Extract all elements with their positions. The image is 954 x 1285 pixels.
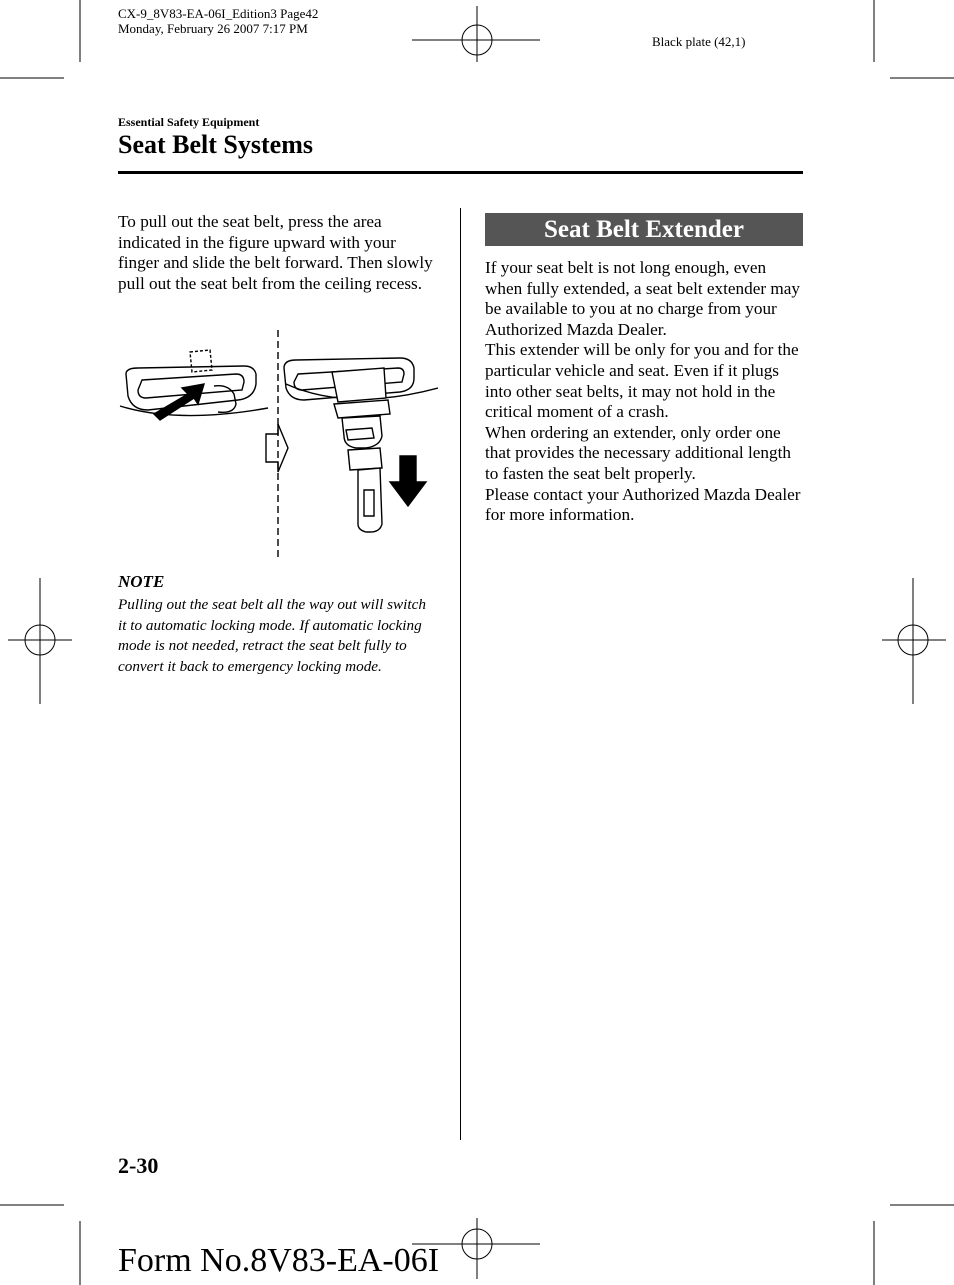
instruction-paragraph: To pull out the seat belt, press the area indicated in the figure upward with your finger and slide the belt forward. Then slowly pull out the seat belt from the ceiling recess. — [118, 212, 433, 293]
page-number: 2-30 — [118, 1153, 159, 1178]
title-rule — [118, 171, 803, 174]
extender-paragraph-2: This extender will be only for you and for the particular vehicle and seat. Even if it plugs into other seat belts, it may not hold in the critical moment of a crash. — [485, 340, 799, 422]
form-number: Form No.8V83-EA-06I — [118, 1242, 440, 1279]
extender-paragraph-1: If your seat belt is not long enough, even when fully extended, a seat belt extender may be available to you at no charge from your Authorized Mazda Dealer. — [485, 258, 800, 339]
extender-text — [485, 258, 805, 526]
section-label: Essential Safety Equipment — [118, 115, 260, 129]
extender-paragraph-4: Please contact your Authorized Mazda Dealer for more information. — [485, 484, 801, 525]
note-text: Pulling out the seat belt all the way out will switch it to automatic locking mode. If automatic locking mode is not needed, retract the seat belt fully to convert it back to emergency locking mode. — [118, 596, 426, 675]
column-divider — [460, 208, 461, 1140]
print-job-line-2: Monday, February 26 2007 7:17 PM — [118, 21, 308, 36]
seat-belt-illustration — [118, 328, 438, 562]
page-title: Seat Belt Systems — [118, 130, 313, 159]
plate-label: Black plate (42,1) — [652, 34, 746, 49]
print-job-line-1: CX-9_8V83-EA-06I_Edition3 Page42 — [118, 6, 319, 21]
extender-paragraph-3: When ordering an extender, only order one that provides the necessary additional length to fasten the seat belt properly. — [485, 422, 791, 483]
note-title: NOTE — [118, 572, 165, 591]
section-banner: Seat Belt Extender — [485, 213, 803, 246]
print-job-info — [118, 6, 318, 36]
